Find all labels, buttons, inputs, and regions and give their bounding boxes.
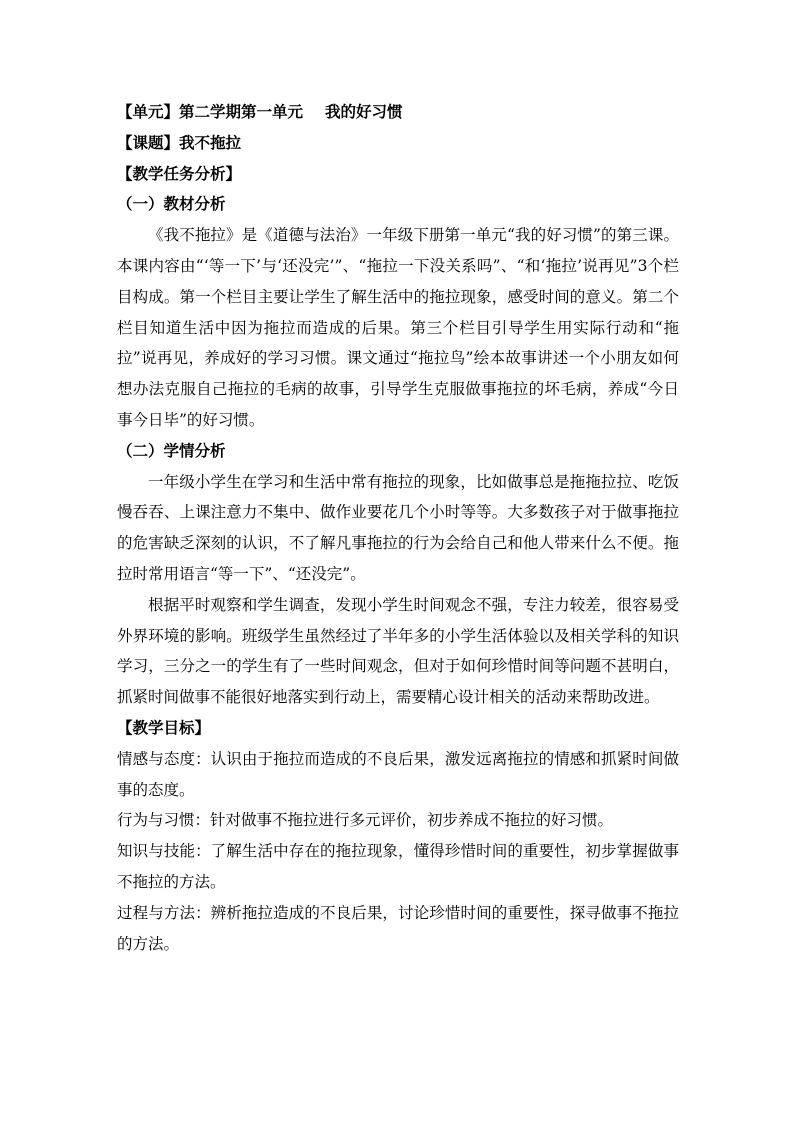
unit-name: 我的好习惯: [325, 102, 403, 121]
textbook-paragraph: 《我不拖拉》是《道德与法治》一年级下册第一单元“我的好习惯”的第三课。本课内容由“‘等一下’与‘还没完’”、“拖拉一下没关系吗”、“和‘拖拉’说再见”3个栏目构成。第一个栏目主要让学生了解生活中的拖拉现象，感受时间的意义。第二个栏目知道生活中因为拖拉而造成的后果。第三个栏目引导学生用实际行动和“拖拉”说再见，养成好的学习习惯。课文通过“拖拉鸟”绘本故事讲述一个小朋友如何想办法克服自己拖拉的毛病的故事，引导学生克服做事拖拉的坏毛病，养成“今日事今日毕”的好习惯。: [117, 226, 679, 429]
unit-line: [117, 97, 679, 128]
goal-behavior: 行为与习惯：针对做事不拖拉进行多元评价，初步养成不拖拉的好习惯。: [117, 811, 614, 830]
goal-emotion: 情感与态度：认识由于拖拉而造成的不良后果，激发远离拖拉的情感和抓紧时间做事的态度。: [117, 749, 679, 799]
students-paragraph-1: 一年级小学生在学习和生活中常有拖拉的现象，比如做事总是拖拖拉拉、吃饭慢吞吞、上课注意力不集中、做作业要花几个小时等等。大多数孩子对于做事拖拉的危害缺乏深刻的认识，不了解凡事拖拉的行为会给自己和他人带来什么不便。拖拉时常用语言“等一下”、“还没完”。: [117, 472, 679, 583]
students-heading: （二）学情分析: [117, 440, 226, 460]
goal-process: 过程与方法：辨析拖拉造成的不良后果，讨论珍惜时间的重要性，探寻做事不拖拉的方法。: [117, 903, 679, 953]
goal-knowledge: 知识与技能：了解生活中存在的拖拉现象，懂得珍惜时间的重要性，初步掌握做事不拖拉的方法。: [117, 842, 679, 891]
lesson-line: [117, 128, 679, 159]
unit-label: 【单元】: [117, 102, 180, 121]
students-paragraph-2: 根据平时观察和学生调查，发现小学生时间观念不强，专注力较差，很容易受外界环境的影响。班级学生虽然经过了半年多的小学生活体验以及相关学科的知识学习，三分之一的学生有了一些时间观念，但对于如何珍惜时间等问题不甚明白，抓紧时间做事不能很好地落实到行动上，需要精心设计相关的活动来帮助改进。: [117, 595, 679, 707]
unit-semester: 第二学期第一单元: [179, 102, 304, 121]
analysis-heading: 【教学任务分析】: [117, 163, 242, 183]
lesson-label: 【课题】: [117, 132, 180, 152]
lesson-title: 我不拖拉: [179, 132, 242, 152]
document-page: [117, 97, 679, 959]
textbook-heading: （一）教材分析: [117, 194, 226, 214]
goals-heading: 【教学目标】: [117, 717, 211, 737]
